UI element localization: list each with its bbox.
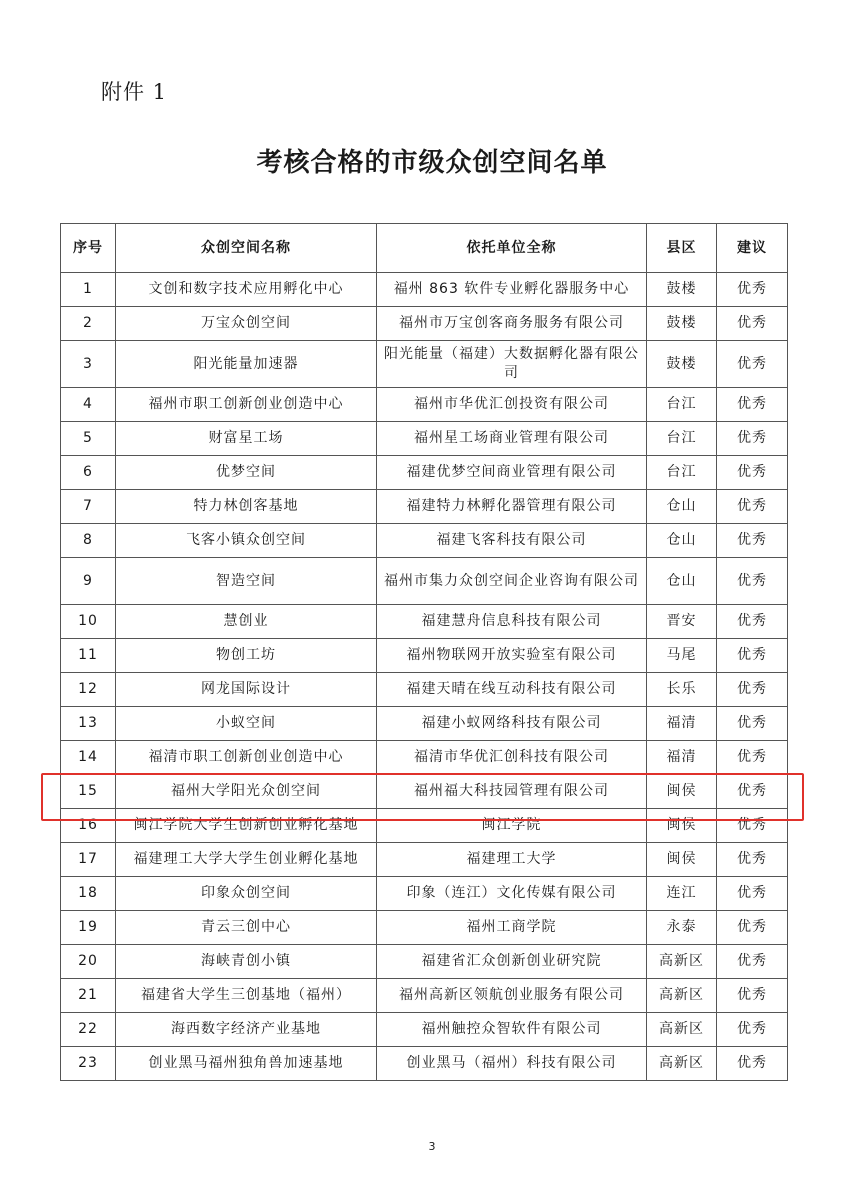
cell-no: 21 — [61, 979, 116, 1013]
cell-no: 15 — [61, 775, 116, 809]
cell-no: 4 — [61, 388, 116, 422]
cell-space-name: 福建理工大学大学生创业孵化基地 — [116, 843, 377, 877]
cell-space-name: 福清市职工创新创业创造中心 — [116, 741, 377, 775]
cell-space-name: 智造空间 — [116, 558, 377, 605]
cell-host-unit: 阳光能量（福建）大数据孵化器有限公司 — [377, 341, 647, 388]
cell-space-name: 海西数字经济产业基地 — [116, 1013, 377, 1047]
cell-space-name: 特力林创客基地 — [116, 490, 377, 524]
cell-no: 22 — [61, 1013, 116, 1047]
cell-county: 鼓楼 — [647, 307, 717, 341]
cell-county: 高新区 — [647, 979, 717, 1013]
cell-county: 闽侯 — [647, 843, 717, 877]
cell-space-name: 创业黑马福州独角兽加速基地 — [116, 1047, 377, 1081]
cell-host-unit: 闽江学院 — [377, 809, 647, 843]
table-row — [61, 741, 788, 775]
table-row — [61, 422, 788, 456]
cell-host-unit: 福州 863 软件专业孵化器服务中心 — [377, 273, 647, 307]
table-row — [61, 307, 788, 341]
header-host-unit: 依托单位全称 — [377, 224, 647, 273]
cell-county: 福清 — [647, 707, 717, 741]
cell-space-name: 优梦空间 — [116, 456, 377, 490]
table-row — [61, 456, 788, 490]
maker-space-table — [60, 223, 788, 1081]
table-row — [61, 707, 788, 741]
cell-recommendation: 优秀 — [717, 911, 788, 945]
cell-recommendation: 优秀 — [717, 490, 788, 524]
cell-county: 永泰 — [647, 911, 717, 945]
cell-host-unit: 福建小蚁网络科技有限公司 — [377, 707, 647, 741]
cell-county: 台江 — [647, 422, 717, 456]
cell-recommendation: 优秀 — [717, 945, 788, 979]
cell-no: 19 — [61, 911, 116, 945]
cell-recommendation: 优秀 — [717, 422, 788, 456]
header-space-name: 众创空间名称 — [116, 224, 377, 273]
cell-space-name: 印象众创空间 — [116, 877, 377, 911]
table-row — [61, 273, 788, 307]
cell-no: 14 — [61, 741, 116, 775]
cell-county: 马尾 — [647, 639, 717, 673]
cell-no: 12 — [61, 673, 116, 707]
cell-recommendation: 优秀 — [717, 1013, 788, 1047]
page-number: 3 — [428, 1140, 436, 1153]
table-row — [61, 605, 788, 639]
cell-no: 17 — [61, 843, 116, 877]
cell-recommendation: 优秀 — [717, 1047, 788, 1081]
cell-county: 高新区 — [647, 1013, 717, 1047]
cell-no: 20 — [61, 945, 116, 979]
cell-host-unit: 福州触控众智软件有限公司 — [377, 1013, 647, 1047]
cell-host-unit: 印象（连江）文化传媒有限公司 — [377, 877, 647, 911]
cell-no: 3 — [61, 341, 116, 388]
cell-no: 10 — [61, 605, 116, 639]
cell-recommendation: 优秀 — [717, 456, 788, 490]
cell-no: 8 — [61, 524, 116, 558]
cell-no: 2 — [61, 307, 116, 341]
cell-recommendation: 优秀 — [717, 809, 788, 843]
cell-space-name: 闽江学院大学生创新创业孵化基地 — [116, 809, 377, 843]
table-row — [61, 979, 788, 1013]
cell-no: 18 — [61, 877, 116, 911]
table-row — [61, 877, 788, 911]
cell-county: 高新区 — [647, 1047, 717, 1081]
cell-recommendation: 优秀 — [717, 639, 788, 673]
table-row — [61, 341, 788, 388]
cell-space-name: 物创工坊 — [116, 639, 377, 673]
table-row — [61, 490, 788, 524]
cell-space-name: 飞客小镇众创空间 — [116, 524, 377, 558]
cell-county: 仓山 — [647, 558, 717, 605]
cell-county: 长乐 — [647, 673, 717, 707]
cell-space-name: 青云三创中心 — [116, 911, 377, 945]
cell-county: 台江 — [647, 388, 717, 422]
cell-no: 16 — [61, 809, 116, 843]
cell-host-unit: 福州高新区领航创业服务有限公司 — [377, 979, 647, 1013]
cell-host-unit: 福建慧舟信息科技有限公司 — [377, 605, 647, 639]
cell-no: 7 — [61, 490, 116, 524]
cell-host-unit: 福州星工场商业管理有限公司 — [377, 422, 647, 456]
cell-space-name: 福州市职工创新创业创造中心 — [116, 388, 377, 422]
cell-host-unit: 福州物联网开放实验室有限公司 — [377, 639, 647, 673]
cell-recommendation: 优秀 — [717, 843, 788, 877]
cell-recommendation: 优秀 — [717, 273, 788, 307]
cell-host-unit: 福清市华优汇创科技有限公司 — [377, 741, 647, 775]
cell-recommendation: 优秀 — [717, 877, 788, 911]
cell-county: 鼓楼 — [647, 273, 717, 307]
cell-no: 13 — [61, 707, 116, 741]
table-row — [61, 558, 788, 605]
cell-recommendation: 优秀 — [717, 341, 788, 388]
cell-recommendation: 优秀 — [717, 524, 788, 558]
table-row — [61, 1047, 788, 1081]
table-row — [61, 911, 788, 945]
cell-no: 11 — [61, 639, 116, 673]
cell-space-name: 文创和数字技术应用孵化中心 — [116, 273, 377, 307]
cell-host-unit: 福建优梦空间商业管理有限公司 — [377, 456, 647, 490]
cell-recommendation: 优秀 — [717, 605, 788, 639]
cell-no: 1 — [61, 273, 116, 307]
cell-county: 闽侯 — [647, 809, 717, 843]
cell-county: 闽侯 — [647, 775, 717, 809]
table-header-row — [61, 224, 788, 273]
cell-no: 5 — [61, 422, 116, 456]
attachment-label: 附件 1 — [101, 80, 168, 104]
cell-space-name: 慧创业 — [116, 605, 377, 639]
cell-host-unit: 创业黑马（福州）科技有限公司 — [377, 1047, 647, 1081]
cell-county: 鼓楼 — [647, 341, 717, 388]
cell-no: 6 — [61, 456, 116, 490]
cell-recommendation: 优秀 — [717, 979, 788, 1013]
cell-host-unit: 福建特力林孵化器管理有限公司 — [377, 490, 647, 524]
cell-recommendation: 优秀 — [717, 673, 788, 707]
cell-space-name: 福州大学阳光众创空间 — [116, 775, 377, 809]
cell-host-unit: 福州市华优汇创投资有限公司 — [377, 388, 647, 422]
table-row — [61, 945, 788, 979]
cell-host-unit: 福州市集力众创空间企业咨询有限公司 — [377, 558, 647, 605]
cell-space-name: 海峡青创小镇 — [116, 945, 377, 979]
cell-host-unit: 福建飞客科技有限公司 — [377, 524, 647, 558]
cell-host-unit: 福建省汇众创新创业研究院 — [377, 945, 647, 979]
cell-space-name: 网龙国际设计 — [116, 673, 377, 707]
cell-space-name: 小蚁空间 — [116, 707, 377, 741]
cell-recommendation: 优秀 — [717, 707, 788, 741]
table-row — [61, 388, 788, 422]
header-recommendation: 建议 — [717, 224, 788, 273]
cell-recommendation: 优秀 — [717, 775, 788, 809]
table-row — [61, 673, 788, 707]
cell-space-name: 阳光能量加速器 — [116, 341, 377, 388]
cell-county: 仓山 — [647, 524, 717, 558]
cell-county: 晋安 — [647, 605, 717, 639]
table-row — [61, 1013, 788, 1047]
cell-recommendation: 优秀 — [717, 388, 788, 422]
cell-host-unit: 福建天晴在线互动科技有限公司 — [377, 673, 647, 707]
cell-county: 连江 — [647, 877, 717, 911]
cell-host-unit: 福州市万宝创客商务服务有限公司 — [377, 307, 647, 341]
table-row — [61, 843, 788, 877]
table-row — [61, 639, 788, 673]
cell-county: 台江 — [647, 456, 717, 490]
table-row — [61, 524, 788, 558]
highlight-box — [41, 773, 804, 821]
page-title: 考核合格的市级众创空间名单 — [256, 148, 608, 178]
table-body — [61, 273, 788, 1081]
cell-county: 高新区 — [647, 945, 717, 979]
header-county: 县区 — [647, 224, 717, 273]
header-no: 序号 — [61, 224, 116, 273]
cell-space-name: 财富星工场 — [116, 422, 377, 456]
cell-county: 仓山 — [647, 490, 717, 524]
cell-recommendation: 优秀 — [717, 741, 788, 775]
cell-recommendation: 优秀 — [717, 307, 788, 341]
cell-no: 9 — [61, 558, 116, 605]
cell-host-unit: 福建理工大学 — [377, 843, 647, 877]
cell-host-unit: 福州福大科技园管理有限公司 — [377, 775, 647, 809]
cell-space-name: 福建省大学生三创基地（福州） — [116, 979, 377, 1013]
cell-host-unit: 福州工商学院 — [377, 911, 647, 945]
cell-no: 23 — [61, 1047, 116, 1081]
cell-space-name: 万宝众创空间 — [116, 307, 377, 341]
cell-recommendation: 优秀 — [717, 558, 788, 605]
cell-county: 福清 — [647, 741, 717, 775]
